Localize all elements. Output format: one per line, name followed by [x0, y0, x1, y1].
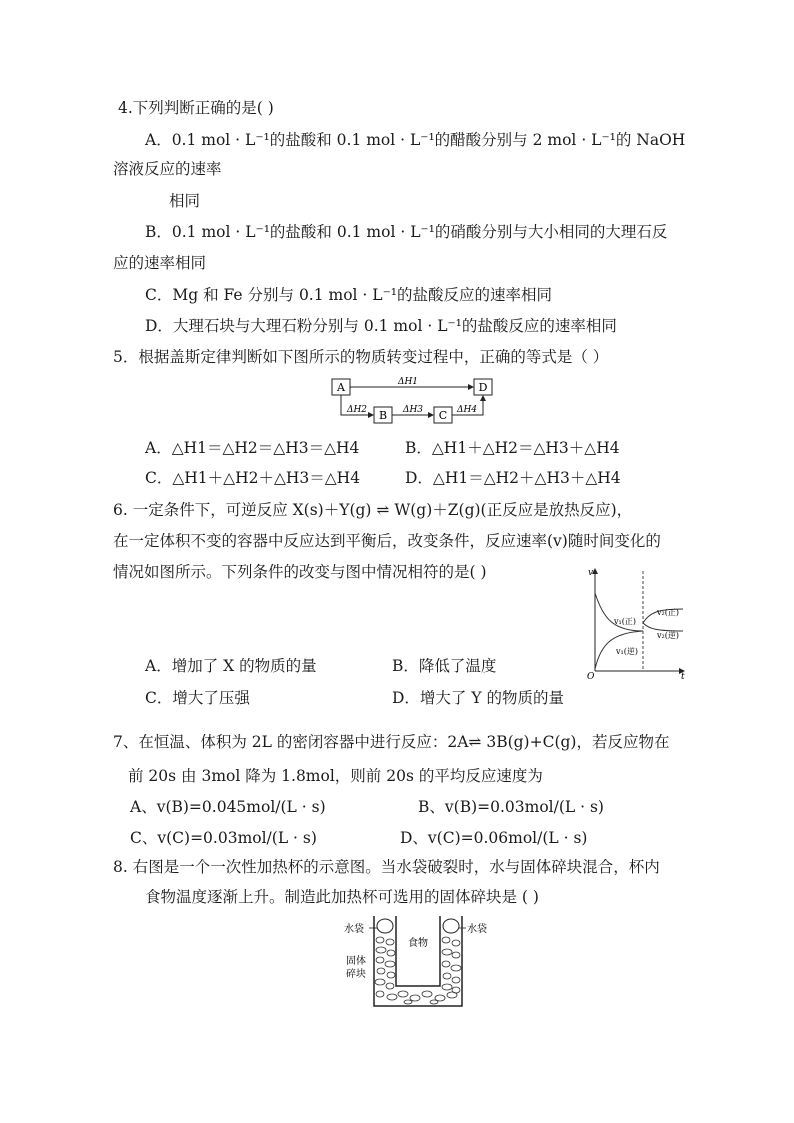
q5-hess-diagram: [330, 375, 500, 429]
q8-stem-line2: 食物温度逐渐上升。制造此加热杯可选用的固体碎块是 ( ): [145, 888, 539, 906]
q4-option-b-line1: B．0.1 mol · L⁻¹的盐酸和 0.1 mol · L⁻¹的硝酸分别与大小相同的大理石反: [145, 223, 668, 241]
q8-heating-cup-diagram: [340, 912, 490, 1010]
q6-stem-line1: 6. 一定条件下，可逆反应 X(s)＋Y(g) ⇌ W(g)＋Z(g)(正反应是放热反应)，: [113, 501, 633, 519]
q7-option-a: A、v(B)=0.045mol/(L · s): [130, 798, 326, 816]
q8-stem-line1: 8. 右图是一个一次性加热杯的示意图。当水袋破裂时，水与固体碎块混合，杯内: [113, 858, 660, 876]
edge-h2-label: ΔH2: [346, 405, 368, 415]
v2-reverse-label: v₂(逆): [657, 631, 679, 640]
node-d: D: [478, 381, 488, 394]
q4-option-c: C．Mg 和 Fe 分别与 0.1 mol · L⁻¹的盐酸反应的速率相同: [145, 286, 552, 304]
edge-h4-label: ΔH4: [456, 405, 478, 415]
q6-stem-line2: 在一定体积不变的容器中反应达到平衡后，改变条件，反应速率(v)随时间变化的: [113, 532, 661, 550]
q4-option-a-line3: 相同: [169, 192, 201, 210]
q4-option-b-line2: 应的速率相同: [113, 254, 207, 272]
x-axis-label: t: [681, 672, 685, 680]
q6-stem-line3: 情况如图所示。下列条件的改变与图中情况相符的是( ): [113, 563, 487, 581]
q7-option-b: B、v(B)=0.03mol/(L · s): [418, 798, 604, 816]
left-water-bag-label: 水袋: [344, 924, 364, 935]
q4-option-a-line1: A．0.1 mol · L⁻¹的盐酸和 0.1 mol · L⁻¹的醋酸分别与 2 mol · L⁻¹的 NaOH: [145, 131, 686, 149]
q6-option-b: B．降低了温度: [392, 657, 497, 675]
q5-stem: 5．根据盖斯定律判断如下图所示的物质转变过程中，正确的等式是（ ）: [113, 348, 609, 366]
origin-label: O: [587, 672, 595, 680]
q7-stem-line2: 前 20s 由 3mol 降为 1.8mol，则前 20s 的平均反应速度为: [128, 767, 543, 785]
node-c: C: [438, 409, 448, 422]
food-label: 食物: [408, 938, 428, 949]
right-water-bag: [443, 919, 459, 933]
v2-forward-label: v₂(正): [657, 608, 679, 617]
q7-option-d: D、v(C)=0.06mol/(L · s): [400, 829, 588, 847]
v2-reverse-curve: [643, 623, 683, 631]
v1-forward-label: v₁(正): [614, 617, 636, 626]
y-axis-label: v: [588, 568, 594, 578]
q5-option-c: C．△H1＋△H2＋△H3＝△H4: [145, 469, 361, 487]
left-water-bag: [377, 919, 393, 933]
edge-h3-label: ΔH3: [402, 405, 424, 415]
q5-option-b: B．△H1＋△H2＝△H3＋△H4: [405, 439, 620, 457]
node-a: A: [337, 381, 345, 394]
edge-h1-label: ΔH1: [397, 377, 419, 387]
q5-option-a: A．△H1＝△H2＝△H3＝△H4: [145, 439, 360, 457]
q6-option-a: A．增加了 X 的物质的量: [145, 657, 317, 675]
q4-option-a-line2: 溶液反应的速率: [113, 160, 222, 178]
v1-reverse-label: v₁(逆): [616, 647, 638, 656]
q7-stem-line1: 7、在恒温、体积为 2L 的密闭容器中进行反应：2A⇌ 3B(g)+C(g)，若反应物在: [113, 733, 670, 751]
right-water-bag-label: 水袋: [467, 924, 487, 935]
solid-label-line1: 固体: [346, 956, 366, 967]
q7-option-c: C、v(C)=0.03mol/(L · s): [130, 829, 317, 847]
q6-rate-time-graph: [583, 563, 688, 680]
node-b: B: [378, 409, 388, 422]
q6-option-d: D．增大了 Y 的物质的量: [392, 689, 565, 707]
q6-option-c: C．增大了压强: [145, 689, 250, 707]
solid-label-line2: 碎块: [346, 969, 366, 980]
cup-inner-wall: [396, 916, 440, 986]
q5-option-d: D．△H1＝△H2＋△H3＋△H4: [405, 469, 621, 487]
q4-option-d: D．大理石块与大理石粉分别与 0.1 mol · L⁻¹的盐酸反应的速率相同: [145, 317, 617, 335]
q4-stem: 4.下列判断正确的是( ): [118, 99, 274, 117]
